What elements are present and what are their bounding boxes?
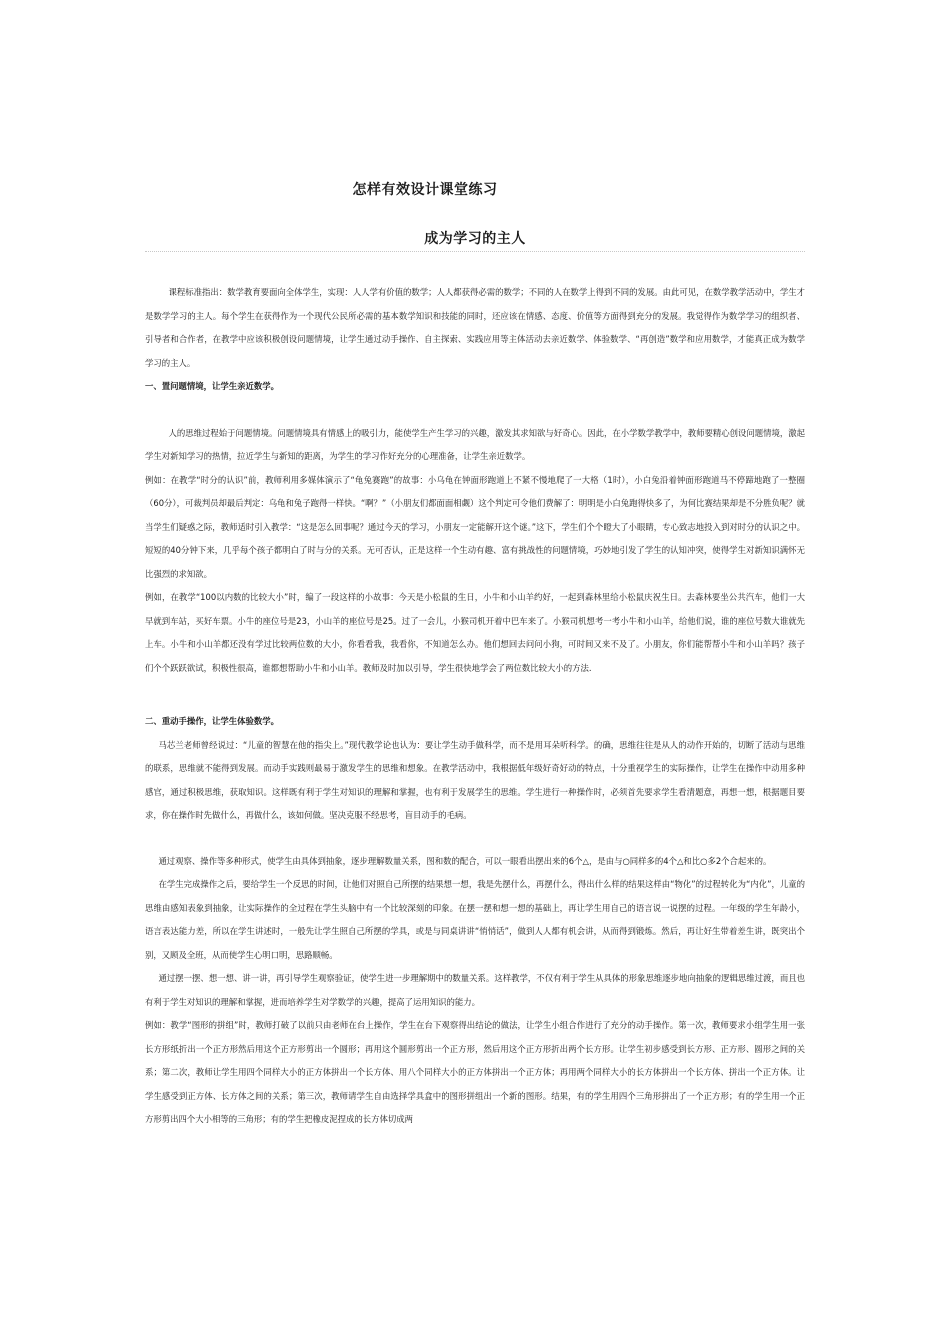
section-heading-2: 二、重动手操作，让学生体验数学。 (145, 716, 279, 726)
document-title: 怎样有效设计课堂练习 (352, 182, 498, 198)
section-heading-1: 一、置问题情境，让学生亲近数学。 (145, 381, 279, 391)
paragraph: 马芯兰老师曾经说过：“儿童的智慧在他的指尖上。”现代教学论也认为：要让学生动手做科学，而不是用耳朵听科学。的确，思维往往是从人的动作开始的，切断了活动与思维的联系，思维就不能得到发展。而动手实践则最易于激发学生的思维和想象。在教学活动中，我根据低年级好奇好动的特点，十分重视学生的实际操作，让学生在操作中动用多种感官，通过积极思维，获取知识。这样既有利于学生对知识的理解和掌握，也有利于发展学生的思维。学生进行一种操作时，必须首先要求学生看清题意，再想一想，根据题目要求，你在操作时先做什么，再做什么，该如何做。坚决克服不经思考，盲目动手的毛病。 (145, 739, 805, 820)
paragraph-intro: 课程标准指出：数学教育要面向全体学生，实现：人人学有价值的数学；人人都获得必需的数学；不同的人在数学上得到不同的发展。由此可见，在数学教学活动中，学生才是数学学习的主人。每个学生在获得作为一个现代公民所必需的基本数学知识和技能的同时，还应该在情感、态度、价值等方面得到充分的发展。我觉得作为数学学习的组织者、引导者和合作者，在教学中应该积极创设问题情境，让学生通过动手操作、自主探索、实践应用等主体活动去亲近数学、体验数学、“再创造”数学和应用数学，才能真正成为数学学习的主人。 (145, 287, 806, 368)
paragraph: 通过摆一摆、想一想、讲一讲，再引导学生观察验证，使学生进一步理解期中的数量关系。这样教学，不仅有利于学生从具体的形象思维逐步地向抽象的逻辑思维过渡，而且也有利于学生对知识的理解和掌握，进而培养学生对学数学的兴趣，提高了运用知识的能力。 (145, 973, 805, 1007)
paragraph: 在学生完成操作之后，要给学生一个反思的时间，让他们对照自己所摆的结果想一想，我是先摆什么，再摆什么，得出什么样的结果这样由“物化”的过程转化为“内化”，儿童的思维由感知表象到抽象，让实际操作的全过程在学生头脑中有一个比较深刻的印象。在摆一摆和想一想的基础上，再让学生用自己的语言说一说摆的过程。一年级的学生年龄小，语言表达能力差，所以在学生讲述时，一般先让学生照自己所摆的学具，或是与同桌讲讲“悄悄话”，做到人人都有机会讲，从而得到锻炼。然后，再让好生带着差生讲，既突出个别，又顾及全班，从而使学生心明口明，思路顺畅。 (145, 879, 805, 960)
document-subtitle: 成为学习的主人 (424, 231, 526, 247)
paragraph-example: 例如：在教学“时分的认识”前，教师利用多媒体演示了“龟兔赛跑”的故事：小乌龟在钟面形跑道上不紧不慢地爬了一大格（1时），小白兔沿着钟面形跑道马不停蹄地跑了一整圈（60分），可裁判员却最后判定：乌龟和兔子跑得一样快。“啊？”（小朋友们都面面相觑）这个判定可令他们费解了：明明是小白兔跑得快多了，为何比赛结果却是不分胜负呢？就当学生们疑惑之际，教师适时引入教学：“这是怎么回事呢？通过今天的学习，小朋友一定能解开这个谜。”这下，学生们个个瞪大了小眼睛，专心致志地投入到对时分的认识之中。短短的40分钟下来，几乎每个孩子都明白了时与分的关系。无可否认，正是这样一个生动有趣、富有挑战性的问题情境，巧妙地引发了学生的认知冲突，使得学生对新知识满怀无比强烈的求知欲。 (145, 474, 806, 579)
document-body (145, 281, 805, 1132)
paragraph: 人的思维过程始于问题情境。问题情境具有情感上的吸引力，能使学生产生学习的兴趣，激发其求知欲与好奇心。因此，在小学数学教学中，教师要精心创设问题情境，激起学生对新知学习的热情，拉近学生与新知的距离，为学生的学习作好充分的心理准备，让学生亲近数学。 (145, 427, 806, 461)
paragraph-example: 例如：教学“图形的拼组”时，教师打破了以前只由老师在台上操作，学生在台下观察得出结论的做法，让学生小组合作进行了充分的动手操作。第一次，教师要求小组学生用一张长方形纸折出一个正方形然后用这个正方形剪出一个圆形；再用这个圆形剪出一个正方形，然后用这个正方形折出两个长方形。让学生初步感受到长方形、正方形、圆形之间的关系；第二次，教师让学生用四个同样大小的正方体拼出一个长方体、用八个同样大小的正方体拼出一个正方体；再用两个同样大小的长方体拼出一个长方体、拼出一个正方体。让学生感受到正方体、长方体之间的关系；第三次，教师请学生自由选择学具盒中的图形拼组出一个新的图形。结果，有的学生用四个三角形拼出了一个正方形；有的学生用一个正方形剪出四个大小相等的三角形；有的学生把橡皮泥捏成的长方体切成两 (145, 1020, 805, 1124)
divider (145, 251, 805, 252)
paragraph: 通过观察、操作等多种形式，使学生由具体到抽象，逐步理解数量关系，图和数的配合，可以一眼看出摆出来的6个△，是由与○同样多的4个△和比○多2个合起来的。 (158, 855, 772, 866)
paragraph-example: 例如，在教学“100以内数的比较大小”时，编了一段这样的小故事：今天是小松鼠的生日，小牛和小山羊约好，一起到森林里给小松鼠庆祝生日。去森林要坐公共汽车，他们一大早就到车站，买好车票。小牛的座位号是23，小山羊的座位号是25。过了一会儿，小猴司机开着中巴车来了。小猴司机想考一考小牛和小山羊，给他们说，谁的座位号数大谁就先上车。小牛和小山羊都还没有学过比较两位数的大小，你看看我，我看你，不知道怎么办。他们想回去问问小狗，可时间又来不及了。小朋友，你们能帮帮小牛和小山羊吗？孩子们个个跃跃欲试，积极性很高，谁都想帮助小牛和小山羊。教师及时加以引导，学生很快地学会了两位数比较大小的方法. (145, 592, 805, 673)
